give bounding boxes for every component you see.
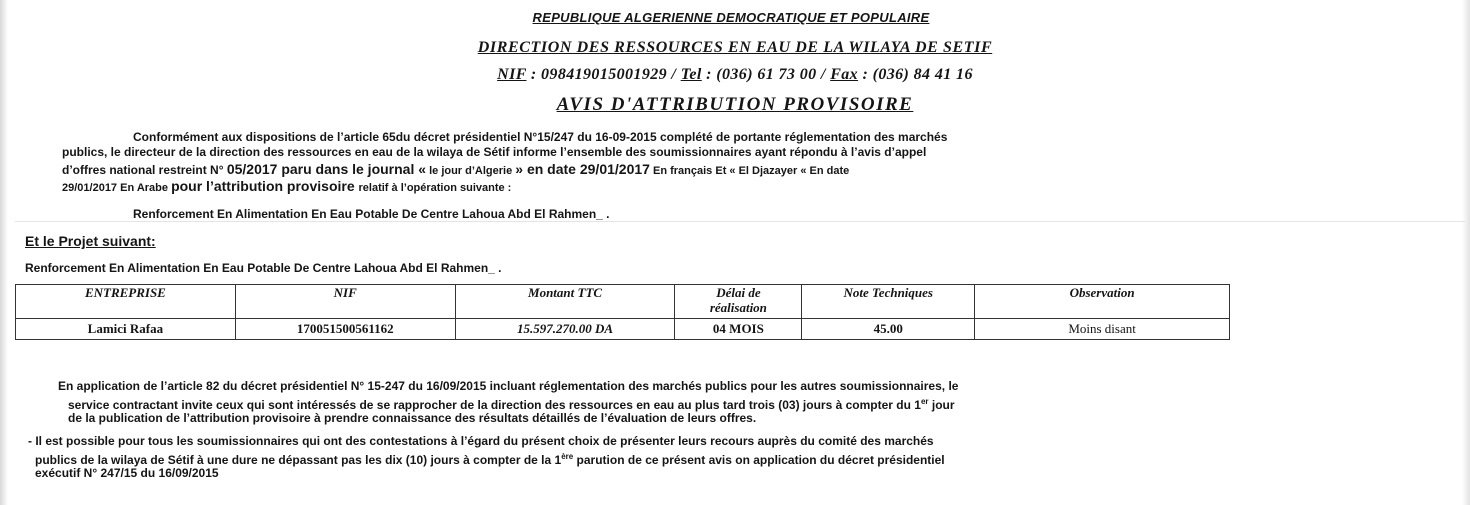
intro-line-4a: 29/01/2017 En Arabe <box>62 182 172 194</box>
cell-observation: Moins disant <box>975 319 1230 340</box>
recours-line-2b: parution de ce présent avis on application du décret présidentiel <box>573 453 945 467</box>
application-line-2b: jour <box>928 398 955 412</box>
intro-line-3d: » en date 29/01/2017 <box>515 161 650 177</box>
header-delai-line1: Délai de <box>716 285 761 300</box>
republic-heading: REPUBLIQUE ALGERIENNE DEMOCRATIQUE ET POPULAIRE <box>532 10 930 25</box>
cell-delai: 04 MOIS <box>675 319 802 340</box>
fax-label: Fax <box>830 66 859 83</box>
intro-line-2: publics, le directeur de la direction des ressources en eau de la wilaya de Sétif informe l’ensemble des soumissionnaires ayant répondu à l’avis d’appel <box>62 145 927 159</box>
fax-value: : (036) 84 41 16 <box>858 66 973 83</box>
header-nif: NIF <box>235 285 455 319</box>
header-observation: Observation <box>975 285 1230 319</box>
application-sup: er <box>920 397 929 406</box>
cell-nif: 170051500561162 <box>235 319 455 340</box>
attribution-table <box>15 284 1230 340</box>
intro-line-3b: 05/2017 paru dans le journal « <box>226 161 427 177</box>
application-line-1: En application de l’article 82 du décret présidentiel N° 15-247 du 16/09/2015 incluant réglementation des marchés publics pour les autres soumissionnaires, le <box>58 379 959 393</box>
intro-line-3a: d’offres national restreint N° <box>62 163 227 177</box>
intro-line-4b: pour l’attribution provisoire <box>171 178 359 194</box>
intro-line-3 <box>62 161 849 179</box>
direction-heading: DIRECTION DES RESSOURCES EN EAU DE LA WILAYA DE SETIF <box>477 39 993 56</box>
tel-label: Tel <box>680 66 702 83</box>
intro-line-3c: le jour d’Algerie <box>426 165 516 177</box>
header-note: Note Techniques <box>802 285 975 319</box>
application-line-3: de la publication de l’attribution provisoire à prendre connaissance des résultats détaillés de l’évaluation de leurs offres. <box>68 411 757 425</box>
recours-line-1: - Il est possible pour tous les soumissionnaires qui ont des contestations à l’égard du présent choix de présenter leurs recours auprès du comité des marchés <box>28 434 934 448</box>
operation-1: Renforcement En Alimentation En Eau Potable De Centre Lahoua Abd El Rahmen_ . <box>133 207 610 221</box>
intro-line-3e: En français Et « El Djazayer « En date <box>649 165 850 177</box>
nif-label: NIF <box>497 66 527 83</box>
projet-heading: Et le Projet suivant: <box>25 233 156 249</box>
nif-value: : 098419015001929 / <box>526 66 681 83</box>
header-entreprise: ENTREPRISE <box>16 285 236 319</box>
header-delai <box>675 285 802 319</box>
recours-line-3: exécutif N° 247/15 du 16/09/2015 <box>35 466 219 480</box>
table-row <box>16 319 1230 340</box>
intro-line-4 <box>62 178 511 196</box>
intro-line-4c: relatif à l’opération suivante : <box>358 182 512 194</box>
recours-sup: ère <box>561 452 574 461</box>
tel-value: : (036) 61 73 00 / <box>701 66 831 83</box>
intro-line-1: Conformément aux dispositions de l’article 65du décret présidentiel N°15/247 du 16-09-2015 complété de portante réglementation des marchés <box>133 130 948 144</box>
notice-title: AVIS D'ATTRIBUTION PROVISOIRE <box>556 94 914 115</box>
cell-entreprise: Lamici Rafaa <box>16 319 236 340</box>
cell-note: 45.00 <box>802 319 975 340</box>
header-montant: Montant TTC <box>455 285 675 319</box>
header-delai-line2: réalisation <box>709 300 767 315</box>
recours-line-2a: publics de la wilaya de Sétif à une dure ne dépassant pas les dix (10) jours à compter de la 1 <box>35 453 562 467</box>
table-header-row <box>16 285 1230 319</box>
scan-divider <box>15 221 1465 222</box>
operation-2: Renforcement En Alimentation En Eau Potable De Centre Lahoua Abd El Rahmen_ . <box>25 261 502 275</box>
cell-montant: 15.597.270.00 DA <box>455 319 675 340</box>
application-line-2a: service contractant invite ceux qui sont intéressés de se rapprocher de la direction des ressources en eau au plus tard trois (03) jours à compter du 1 <box>68 398 921 412</box>
contact-line <box>0 66 1470 84</box>
